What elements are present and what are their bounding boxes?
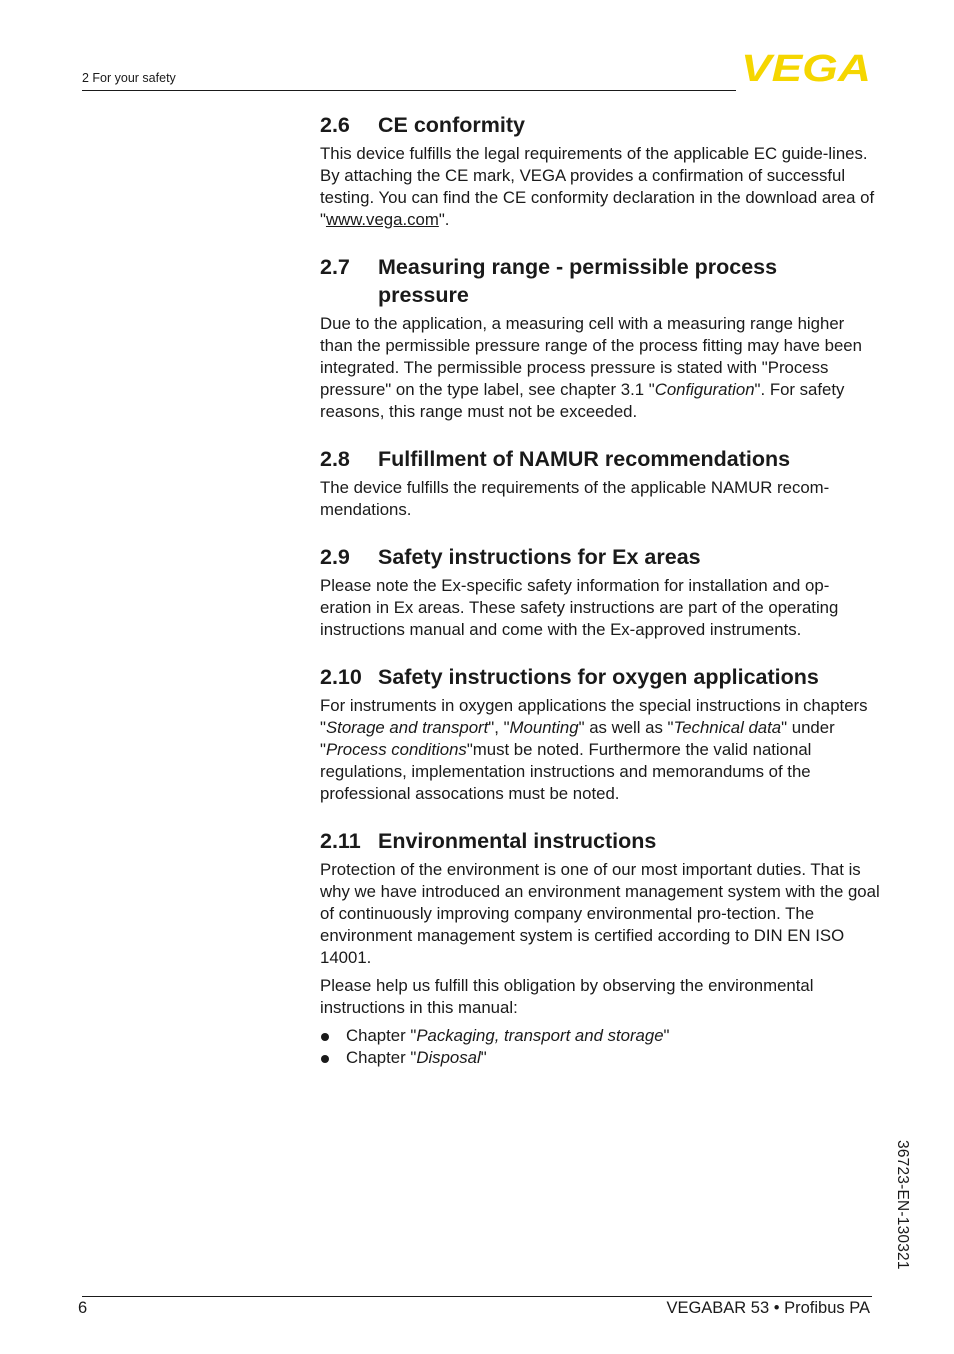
section-title: Measuring range - permissible process pressure <box>378 255 778 307</box>
list-item: Chapter "Packaging, transport and storage" <box>320 1025 880 1047</box>
paragraph: This device fulfills the legal requirements of the applicable EC guide-lines. By attaching the CE mark, VEGA provides a confirmation of successful testing. You can find the CE conformity declaration in the download area of "www.vega.com". <box>320 144 875 229</box>
logo-text: VEGA <box>741 50 871 84</box>
vega-website-link[interactable]: www.vega.com <box>325 210 439 229</box>
section-namur <box>320 445 880 521</box>
footer-divider <box>82 1296 872 1297</box>
section-heading <box>320 543 880 571</box>
section-number: 2.8 <box>320 447 350 471</box>
section-environmental <box>320 827 880 1069</box>
section-heading <box>320 663 880 691</box>
section-heading <box>320 111 880 139</box>
header-divider <box>82 90 736 91</box>
bullet-list <box>320 1025 880 1069</box>
paragraph: The device fulfills the requirements of the applicable NAMUR recom-mendations. <box>320 478 830 519</box>
running-header: 2 For your safety <box>82 71 176 85</box>
section-number: 2.9 <box>320 545 350 569</box>
section-measuring-range <box>320 253 880 423</box>
vega-logo <box>740 50 872 84</box>
paragraph: Protection of the environment is one of our most important duties. That is why we have introduced an environment management system with the goal of continuously improving company environmental pro-tection. The environment management system is certified according to DIN EN ISO 14001. <box>320 860 880 967</box>
section-ce-conformity <box>320 111 880 231</box>
document-id: 36723-EN-130321 <box>894 1140 911 1270</box>
list-item: Chapter "Disposal" <box>320 1047 880 1069</box>
paragraph: Please note the Ex-specific safety information for installation and op-eration in Ex areas. These safety instructions are part of the operating instructions manual and come with the Ex-approved instruments. <box>320 576 839 639</box>
paragraph: Due to the application, a measuring cell with a measuring range higher than the permissible pressure range of the process fitting may have been integrated. The permissible process pressure is stated with "Process pressure" on the type label, see chapter 3.1 "Configuration". For safety reasons, this range must not be exceeded. <box>320 314 862 421</box>
section-heading <box>320 827 880 855</box>
page-number: 6 <box>78 1299 88 1317</box>
section-title: Safety instructions for oxygen applications <box>378 665 819 689</box>
section-number: 2.11 <box>320 829 361 853</box>
section-number: 2.7 <box>320 255 350 279</box>
section-title: Fulfillment of NAMUR recommendations <box>378 447 791 471</box>
section-heading <box>320 253 880 309</box>
section-ex-areas <box>320 543 880 641</box>
main-content <box>320 108 880 1069</box>
section-number: 2.10 <box>320 665 362 689</box>
product-name: VEGABAR 53 • Profibus PA <box>666 1299 870 1317</box>
section-heading <box>320 445 880 473</box>
paragraph: For instruments in oxygen applications the special instructions in chapters "Storage and transport", "Mounting" as well as "Technical data" under "Process conditions"must be noted. Furthermore the valid national regulations, implementation instructions and memorandums of the professional assocations must be noted. <box>320 696 868 803</box>
section-oxygen <box>320 663 880 805</box>
section-title: CE conformity <box>378 113 525 137</box>
section-number: 2.6 <box>320 113 350 137</box>
section-title: Safety instructions for Ex areas <box>378 545 701 569</box>
section-title: Environmental instructions <box>378 829 657 853</box>
paragraph: Please help us fulfill this obligation by observing the environmental instructions in this manual: <box>320 976 814 1017</box>
